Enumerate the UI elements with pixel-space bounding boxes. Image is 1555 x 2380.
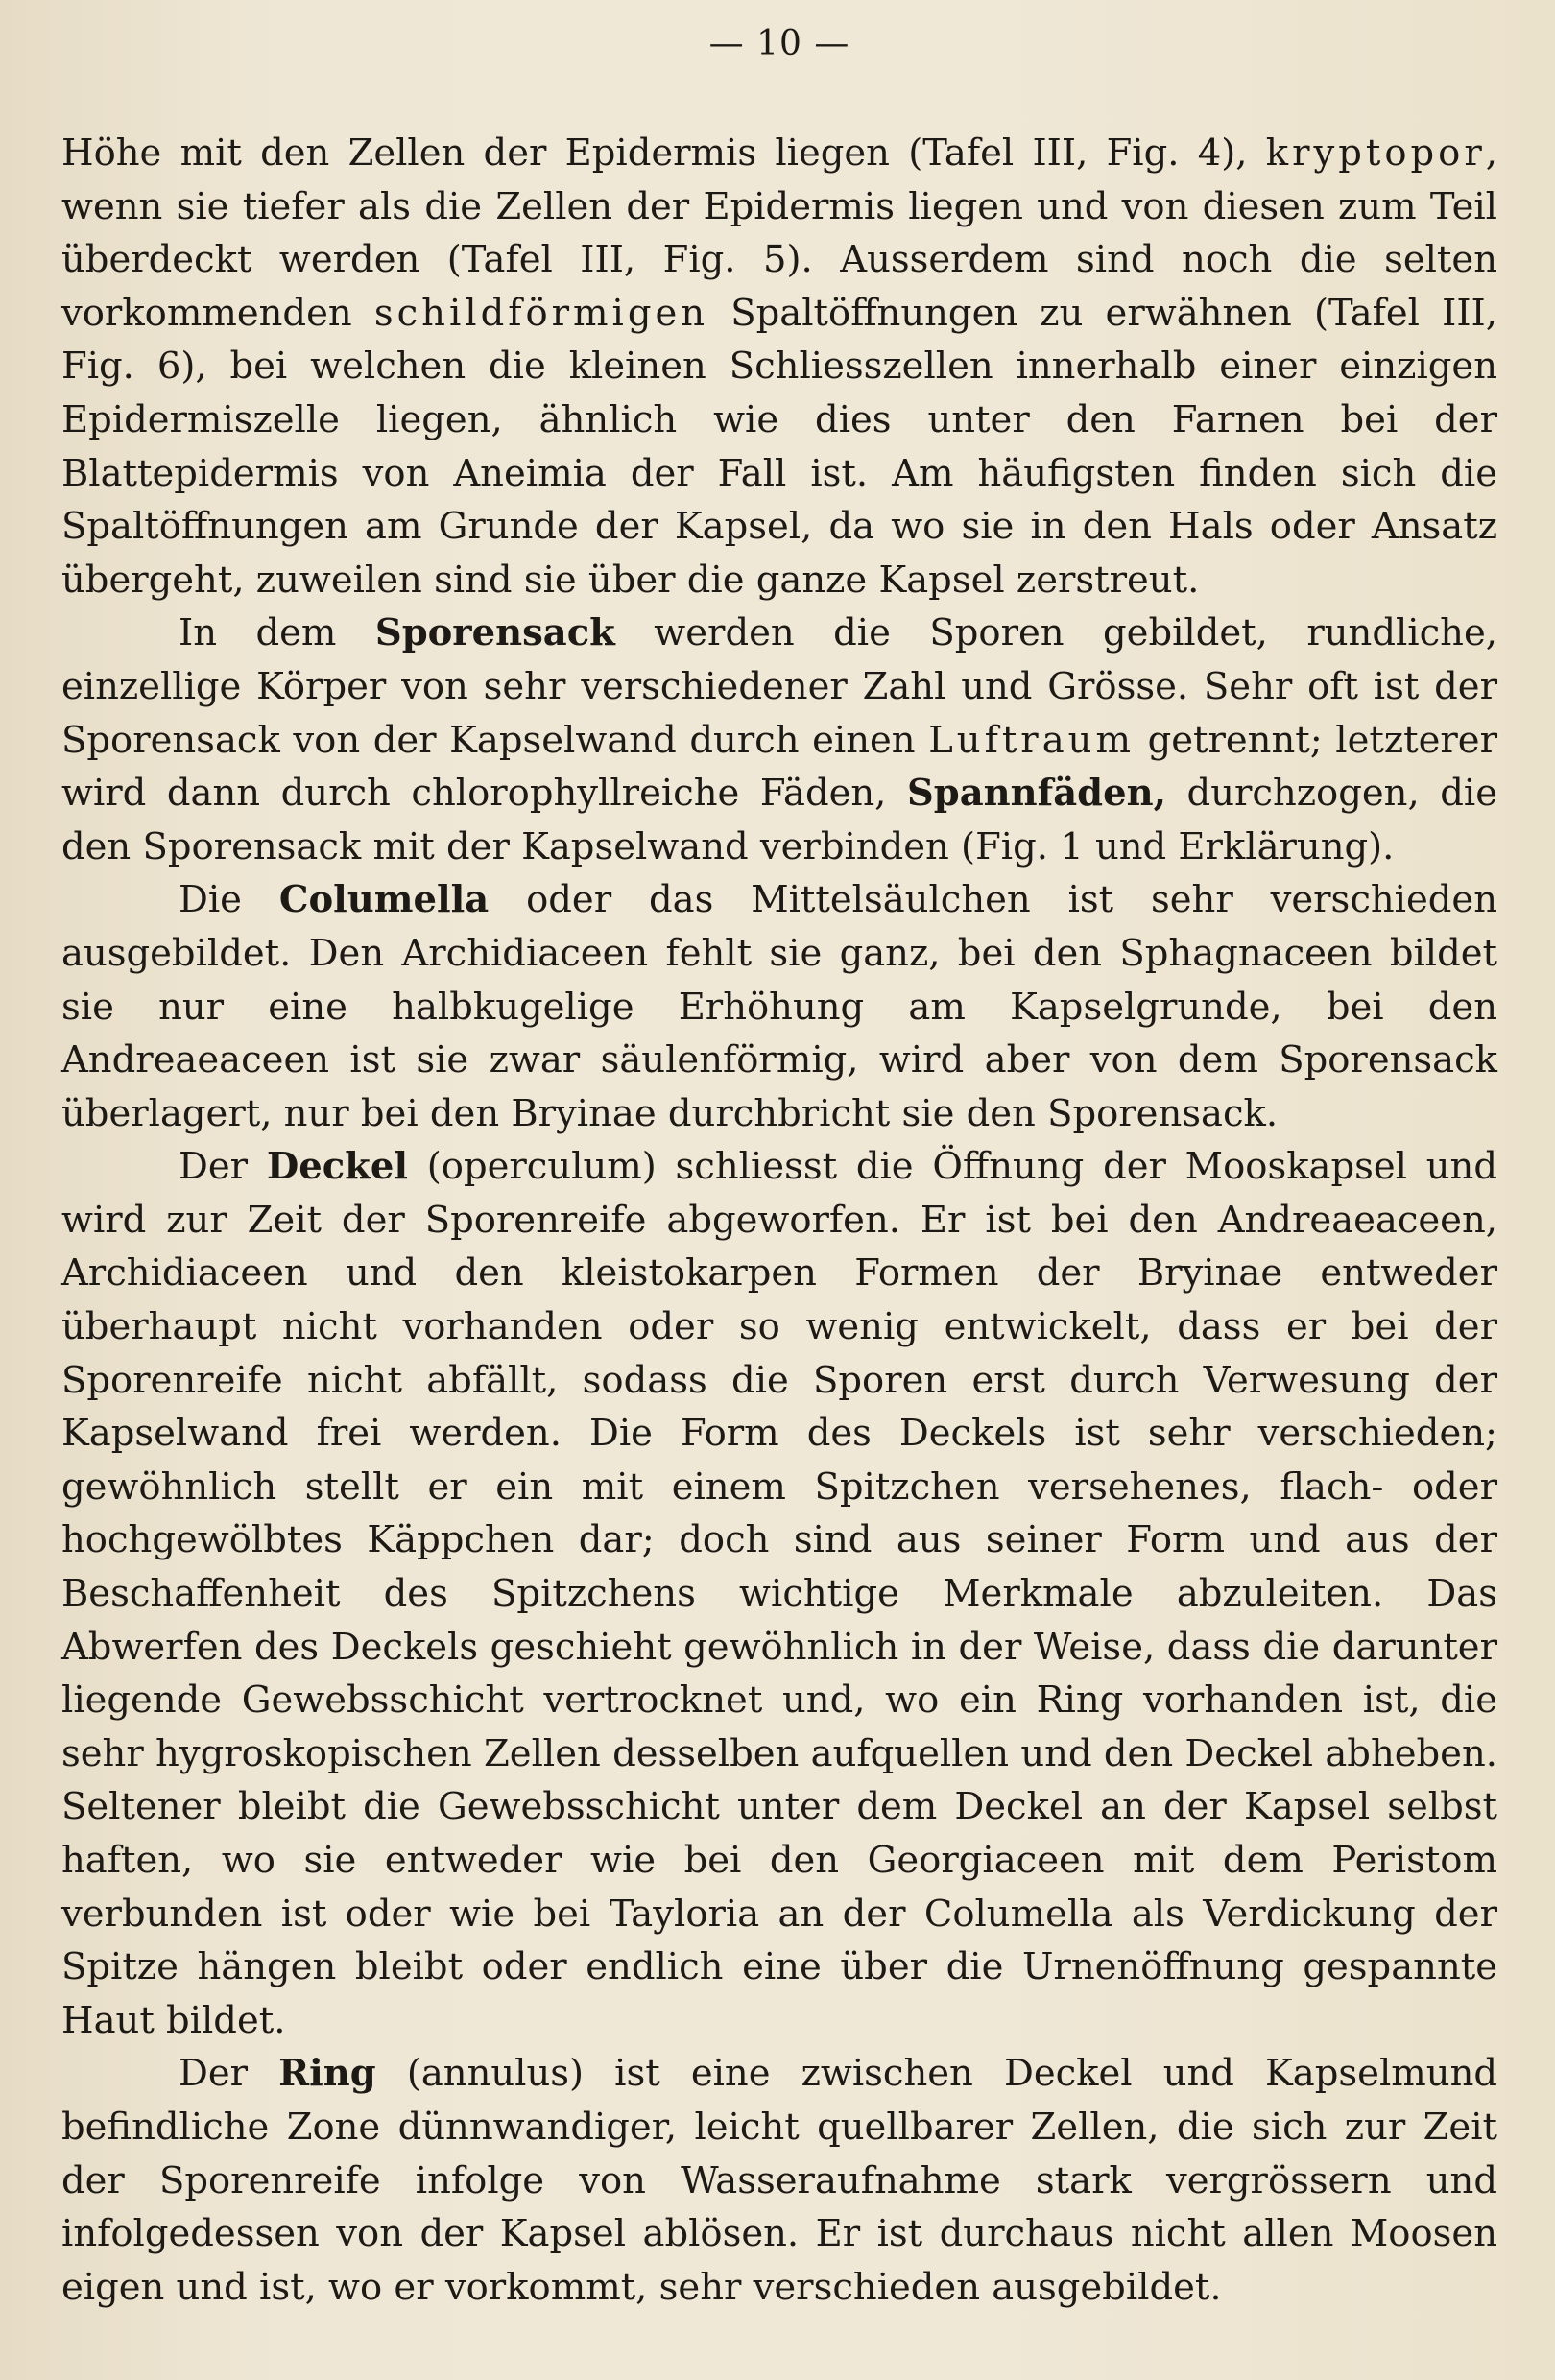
paragraph-deckel bbox=[61, 1140, 1497, 2047]
text-run: Der bbox=[179, 2052, 279, 2096]
text-run: Spaltöffnungen zu erwähnen (Tafel III, Fig. 6), bei welchen die kleinen Schliesszellen innerhalb einer einzigen Epidermiszelle liegen, ähnlich wie dies unter den Farnen bei der Blattepidermis von Aneimia der Fall ist. Am häufigsten finden sich die Spaltöffnungen am Grunde der Kapsel, da wo sie in den Hals oder Ansatz übergeht, zuweilen sind sie über die ganze Kapsel zerstreut. bbox=[61, 291, 1498, 602]
text-run: Die bbox=[179, 878, 279, 922]
text-run: , wenn sie tiefer als die Zellen der Epidermis liegen und von diesen zum Teil überdeckt werden (Tafel III, Fig. 5). Ausserdem sind noch die selten vorkommenden bbox=[61, 131, 1497, 335]
paragraph-ring bbox=[61, 2047, 1497, 2314]
text-run: Der bbox=[179, 1145, 267, 1189]
body-text bbox=[61, 127, 1497, 2314]
spaced-term: schildförmigen bbox=[373, 291, 709, 335]
bold-term: Ring bbox=[278, 2052, 376, 2096]
paragraph-spaltoeffnungen bbox=[61, 127, 1497, 607]
text-run: werden die Sporen gebildet, rundliche, einzellige Körper von sehr verschiedener Zahl und Grösse. Sehr oft ist der Sporensack von der Kapselwand durch einen bbox=[61, 611, 1497, 762]
text-run: In dem bbox=[179, 611, 375, 655]
text-run: Höhe mit den Zellen der Epidermis liegen (Tafel III, Fig. 4), bbox=[61, 131, 1266, 175]
text-run: getrennt; letzterer wird dann durch chlorophyllreiche Fäden, bbox=[61, 718, 1497, 816]
bold-term: Sporensack bbox=[374, 611, 615, 655]
bold-term: Spannfäden, bbox=[907, 772, 1166, 816]
paragraph-sporensack bbox=[61, 607, 1497, 873]
spaced-term: Luftraum bbox=[928, 718, 1135, 762]
page-number: — 10 — bbox=[708, 24, 850, 63]
text-run: oder das Mittelsäulchen ist sehr verschieden ausgebildet. Den Archidiaceen fehlt sie ganz, bei den Sphagnaceen bildet sie nur eine halbkugelige Erhöhung am Kapselgrunde, bei den Andreaeaceen ist sie zwar säulenförmig, wird aber von dem Sporensack überlagert, nur bei den Bryinae durchbricht sie den Sporensack. bbox=[61, 878, 1497, 1135]
text-run: (operculum) schliesst die Öffnung der Mooskapsel und wird zur Zeit der Sporenreife abgeworfen. Er ist bei den Andreaeaceen, Archidiaceen und den kleistokarpen Formen der Bryinae entweder überhaupt nicht vorhanden oder so wenig entwickelt, dass er bei der Sporenreife nicht abfällt, sodass die Sporen erst durch Verwesung der Kapselwand frei werden. Die Form des Deckels ist sehr verschieden; gewöhnlich stellt er ein mit einem Spitzchen versehenes, flach- oder hochgewölbtes Käppchen dar; doch sind aus seiner Form und aus der Beschaffenheit des Spitzchens wichtige Merkmale abzuleiten. Das Abwerfen des Deckels geschieht gewöhnlich in der Weise, dass die darunter liegende Gewebsschicht vertrocknet und, wo ein Ring vorhanden ist, die sehr hygroskopischen Zellen desselben aufquellen und den Deckel abheben. Seltener bleibt die Gewebsschicht unter dem Deckel an der Kapsel selbst haften, wo sie entweder wie bei den Georgiaceen mit dem Peristom verbunden ist oder wie bei Tayloria an der Columella als Verdickung der Spitze hängen bleibt oder endlich eine über die Urnenöffnung gespannte Haut bildet. bbox=[61, 1145, 1498, 2042]
paragraph-columella bbox=[61, 873, 1497, 1140]
bold-term: Columella bbox=[278, 878, 490, 922]
bold-term: Deckel bbox=[266, 1145, 408, 1189]
text-run: (annulus) ist eine zwischen Deckel und Kapselmund befindliche Zone dünnwandiger, leicht quellbarer Zellen, die sich zur Zeit der Sporenreife infolge von Wasseraufnahme stark vergrössern und infolgedessen von der Kapsel ablösen. Er ist durchaus nicht allen Moosen eigen und ist, wo er vorkommt, sehr verschieden ausgebildet. bbox=[61, 2052, 1498, 2309]
spaced-term: kryptopor bbox=[1265, 131, 1486, 175]
text-run: durchzogen, die den Sporensack mit der Kapselwand verbinden (Fig. 1 und Erklärung). bbox=[61, 772, 1498, 869]
